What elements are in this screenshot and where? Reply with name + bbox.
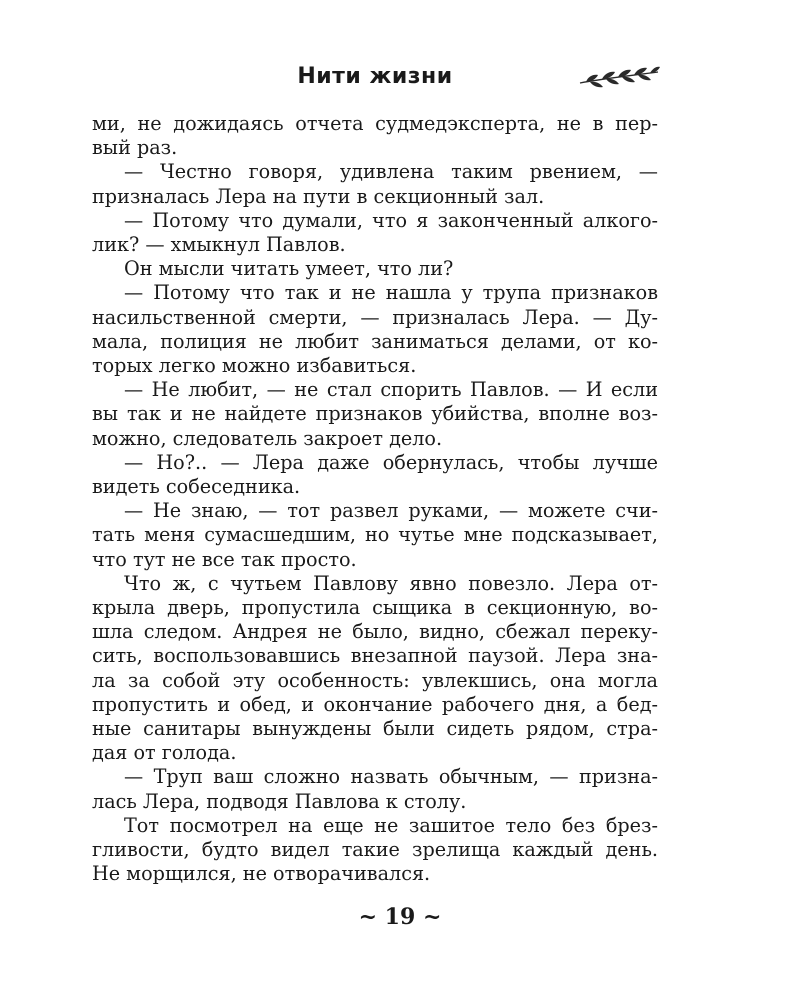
text-line: гливости, будто видел такие зрелища каждый день. [92,838,658,862]
text-line: — Труп ваш сложно назвать обычным, — призна- [124,765,658,789]
page-number: ~ 19 ~ [358,904,442,930]
leaf-branch-icon [578,64,660,94]
text-line: призналась Лера на пути в секционный зал. [92,184,545,208]
text-line: — Не знаю, — тот развел руками, — можете счи- [124,499,658,523]
text-line: сить, воспользовавшись внезапной паузой. Лера зна- [92,644,658,668]
text-line: — Потому что так и не нашла у трупа признаков [124,281,658,305]
text-line: шла следом. Андрея не было, видно, сбежал переку- [92,620,658,644]
text-line: — Честно говоря, удивлена таким рвением, — [124,160,658,184]
text-line: крыла дверь, пропустила сыщика в секционную, во- [92,596,658,620]
text-line: что тут не все так просто. [92,547,357,571]
text-line: ми, не дожидаясь отчета судмедэксперта, не в пер- [92,112,658,135]
text-line: Не морщился, не отворачивался. [92,862,431,886]
text-line: ла за собой эту особенность: увлекшись, она могла [92,668,658,692]
text-line: пропустить и обед, и окончание рабочего дня, а бед- [92,692,658,716]
text-line: торых легко можно избавиться. [92,354,417,378]
text-line: можно, следователь закроет дело. [92,426,443,450]
text-line: дая от голода. [92,741,237,765]
text-line: видеть собеседника. [92,475,301,499]
text-line: Что ж, с чутьем Павлову явно повезло. Лера от- [124,571,658,595]
running-title: Нити жизни [297,64,453,89]
text-line: вый раз. [92,136,178,160]
text-line: ные санитары вынуждены были сидеть рядом, стра- [92,717,658,741]
page-header [92,62,658,102]
text-line: — Не любит, — не стал спорить Павлов. — И если [124,378,658,402]
text-line: Тот посмотрел на еще не зашитое тело без брез- [124,813,658,837]
text-line: — Но?.. — Лера даже обернулась, чтобы лучше [124,450,658,474]
text-line: мала, полиция не любит заниматься делами, от ко- [92,329,658,353]
text-line: насильственной смерти, — призналась Лера. — Ду- [92,305,658,329]
text-line: лась Лера, подводя Павлова к столу. [92,789,467,813]
text-line: лик? — хмыкнул Павлов. [92,233,346,257]
body-text [92,112,658,887]
text-line: — Потому что думали, что я законченный алкого- [124,208,658,232]
text-line: вы так и не найдете признаков убийства, вполне воз- [92,402,658,426]
text-line: Он мысли читать умеет, что ли? [124,257,454,281]
text-line: тать меня сумасшедшим, но чутье мне подсказывает, [92,523,658,547]
